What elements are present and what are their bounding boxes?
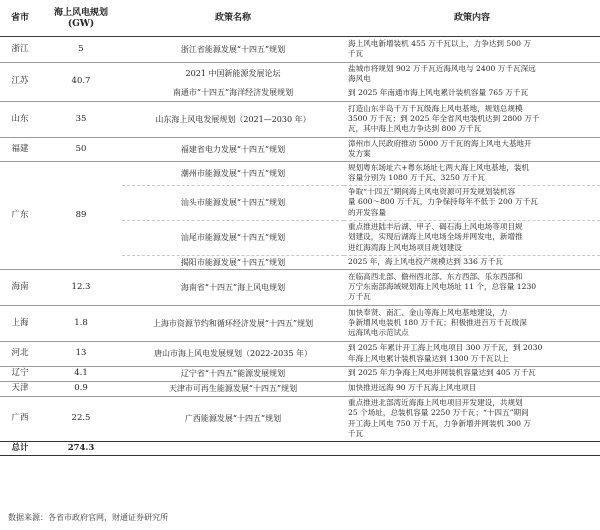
content-line: 打造山东半岛千万千瓦级海上风电基地，规划总规模 (348, 103, 523, 113)
header-capacity-line1: 海上风电规划 (53, 7, 108, 18)
policy-content-cell (344, 220, 600, 255)
capacity-cell: 12.3 (40, 269, 122, 305)
province-cell: 山东 (0, 101, 40, 137)
policy-name-cell: 2021 中国新能源发展论坛 (185, 69, 281, 79)
content-line: 重点推进陆丰后湖、甲子、碣石海上风电场等项目规 (348, 222, 523, 232)
content-line: 容量分别为 1080 万千瓦、3250 万千瓦 (348, 173, 486, 182)
header-capacity-line2: (GW) (67, 18, 95, 29)
offshore-wind-policy-table (0, 2, 600, 456)
policy-name-cell: 上海市资源节约和循环经济发展“十四五”规划 (122, 305, 344, 341)
content-line: 25 个场址，总装机容量 2250 万千瓦；“十四五”期间 (348, 408, 529, 418)
content-line: 千瓦 (348, 49, 364, 58)
content-line: 开工海上风电 750 万千瓦，力争新增并网装机 300 万 (348, 418, 531, 428)
province-cell: 江苏 (0, 62, 40, 101)
province-cell: 河北 (0, 341, 40, 366)
policy-content-cell (344, 62, 600, 85)
policy-content-cell (344, 305, 600, 341)
content-line: 万宁东南部海域规划海上风电场址 11 个，总容量 1230 (348, 281, 537, 291)
province-cell: 辽宁 (0, 366, 40, 381)
policy-name-cell: 汕尾市能源发展“十四五”规划 (122, 220, 344, 255)
content-line: 到 2025 年累计开工海上风电项目 300 万千瓦，到 2030 (348, 343, 543, 353)
province-cell: 海南 (0, 269, 40, 305)
table-row (0, 366, 600, 381)
total-capacity: 274.3 (40, 441, 122, 455)
content-line: 争取“十四五”期间海上风电资源可开发规划装机容 (348, 187, 516, 197)
capacity-cell: 0.9 (40, 381, 122, 396)
content-line: 万千瓦 (348, 292, 371, 302)
capacity-cell: 5 (40, 36, 122, 62)
policy-name-cell: 天津市可再生能源发展“十四五”规划 (122, 381, 344, 396)
capacity-cell: 22.5 (71, 413, 91, 423)
content-line: 量 600～800 万千瓦，力争保持每年不低于 200 万千瓦 (348, 197, 538, 207)
policy-name-cell: 揭阳市能源发展“十四五”规划 (122, 255, 344, 269)
content-line: 漳州市人民政府推动 5000 万千瓦的海上风电大基地开 (348, 138, 532, 148)
policy-name-cell: 潮州市能源发展“十四五”规划 (122, 161, 344, 185)
capacity-cell: 13 (40, 341, 122, 366)
content-line: 2025 年，海上风电投产规模达到 336 万千瓦 (348, 256, 503, 266)
capacity-cell: 4.1 (40, 366, 122, 381)
province-cell: 福建 (0, 137, 40, 161)
content-line: 海风电 (348, 73, 371, 83)
content-line: 争新增风电装机 180 万千瓦；积极推进百万千瓦级深 (348, 317, 527, 327)
total-empty-policy (122, 441, 344, 455)
table-row (0, 161, 600, 185)
policy-content-cell (344, 85, 600, 101)
policy-content-cell (344, 269, 600, 305)
header-capacity (40, 2, 122, 36)
content-line: 重点推进北部湾近海海上风电项目开发建设，共规划 (348, 398, 523, 408)
policy-content-cell (344, 161, 600, 185)
table-header-row (0, 2, 600, 36)
content-line: 到 2025 年南通市海上风电累计装机容量 765 万千瓦 (348, 87, 529, 97)
capacity-cell: 89 (40, 161, 122, 269)
policy-name-cell: 浙江省能源发展“十四五”规划 (122, 36, 344, 62)
table-row (0, 137, 600, 161)
policy-name-cell: 福建省电力发展“十四五”规划 (122, 137, 344, 161)
policy-content-cell (344, 396, 600, 441)
policy-content-cell (344, 255, 600, 269)
content-line: 规划粤东场址六+粤东场址七两大海上风电基地，装机 (348, 162, 530, 172)
content-line: 加快奉贤、南汇、金山等海上风电基地建设，力 (348, 307, 508, 317)
policy-content-cell (344, 36, 600, 62)
table-row (0, 341, 600, 366)
content-line: 加快推进远海 90 万千瓦海上风电项目 (348, 383, 477, 393)
policy-name-cell: 广西能源发展“十四五”规划 (184, 414, 282, 423)
table-row (0, 36, 600, 62)
total-empty-content (344, 441, 600, 455)
source-note: 数据来源：各省市政府官网，财通证券研究所 (8, 513, 168, 522)
province-cell: 浙江 (0, 36, 40, 62)
policy-name-cell: 山东海上风电发展规划（2021—2030 年） (122, 101, 344, 137)
policy-content-cell (344, 185, 600, 220)
content-line: 进红海湾海上风电场项目规划建设 (348, 242, 462, 252)
table-row (0, 381, 600, 396)
policy-name-cell: 辽宁省“十四五”能源发展规划 (122, 366, 344, 381)
content-line: 到 2025 年力争海上风电并网装机容量达到 405 万千瓦 (348, 368, 536, 378)
content-line: 发方案 (348, 149, 371, 158)
content-line: 年海上风电累计装机容量达到 1300 万千瓦以上 (348, 353, 509, 363)
content-line: 海上风电新增装机 455 万千瓦以上，力争达到 500 万 (348, 38, 531, 48)
policy-name-cell: 南通市“十四五”海洋经济发展规划 (122, 85, 344, 101)
content-line: 划建设，实现后湖海上风电场全场并网发电，新增推 (348, 232, 523, 242)
province-cell: 上海 (0, 305, 40, 341)
table-row (0, 62, 600, 85)
content-line: 盐城市将规划 902 万千瓦近海风电与 2400 万千瓦深远 (348, 63, 536, 73)
province-cell: 广西 (11, 413, 29, 423)
table-row (0, 101, 600, 137)
capacity-cell: 50 (40, 137, 122, 161)
table-row (0, 305, 600, 341)
content-line: 3500 万千瓦；到 2025 年全省风电装机达到 2800 万千 (348, 113, 540, 123)
table-row (0, 396, 600, 441)
policy-name-cell: 唐山市海上风电发展规划（2022-2035 年） (122, 341, 344, 366)
content-line: 在临高西北部、儋州西北部、东方西部、乐东西部和 (348, 271, 523, 281)
capacity-cell: 1.8 (40, 305, 122, 341)
table-row (0, 269, 600, 305)
policy-content-cell (344, 341, 600, 366)
province-cell: 天津 (0, 381, 40, 396)
header-content: 政策内容 (344, 2, 600, 36)
total-row (0, 441, 600, 455)
capacity-cell: 40.7 (40, 62, 122, 101)
policy-content-cell (344, 381, 600, 396)
policy-content-cell (344, 366, 600, 381)
policy-name-cell: 海南省“十四五”海上风电规划 (122, 269, 344, 305)
content-line: 瓦，其中海上风电力争达到 800 万千瓦 (348, 124, 482, 134)
header-province: 省市 (0, 2, 40, 36)
content-line: 的开发容量 (348, 207, 386, 217)
content-line: 千瓦 (348, 428, 364, 438)
policy-content-cell (344, 137, 600, 161)
policy-name-cell: 汕头市能源发展“十四五”规划 (122, 185, 344, 220)
total-label: 总计 (0, 441, 40, 455)
capacity-cell: 35 (40, 101, 122, 137)
policy-content-cell (344, 101, 600, 137)
content-line: 远海风电示范试点 (348, 328, 409, 338)
province-cell: 广东 (0, 161, 40, 269)
header-policy: 政策名称 (122, 2, 344, 36)
